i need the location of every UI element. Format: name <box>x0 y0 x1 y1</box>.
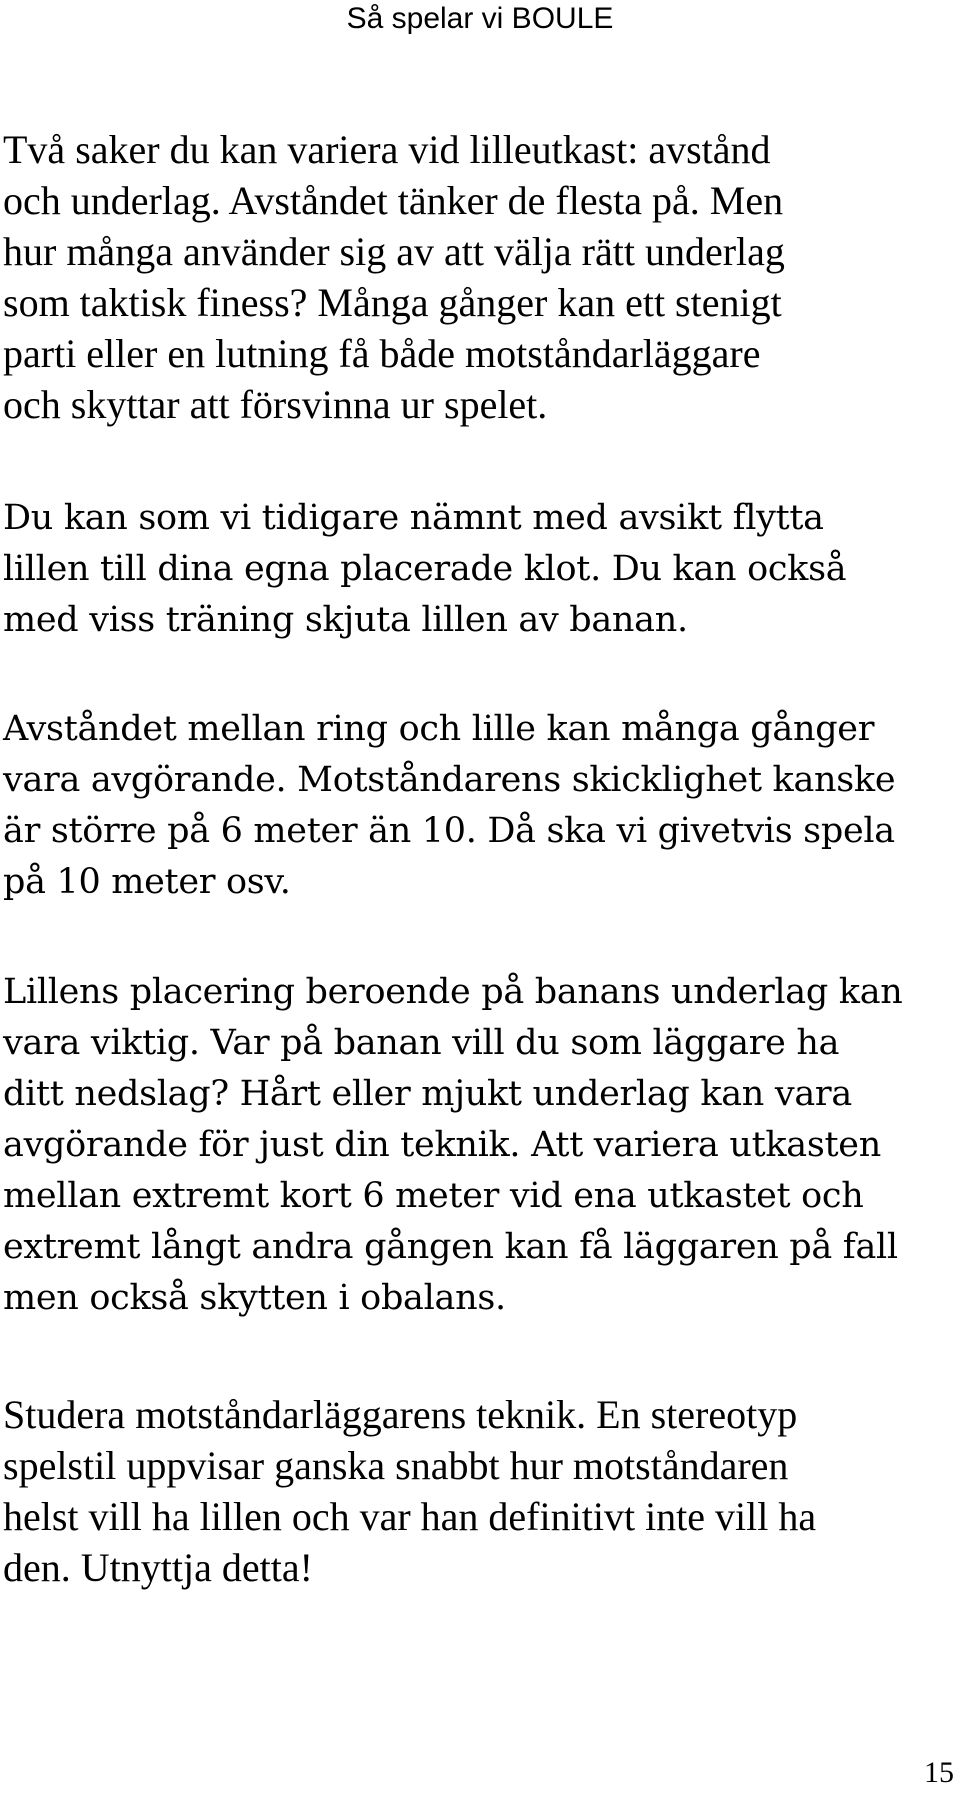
paragraph-avstand <box>3 704 953 908</box>
paragraph-line: Avståndet mellan ring och lille kan många gånger <box>3 709 875 749</box>
paragraph-line: Studera motståndarläggarens teknik. En stereotyp <box>3 1392 798 1437</box>
paragraph-line: Två saker du kan variera vid lilleutkast: avstånd <box>3 127 771 172</box>
paragraph-line: och skyttar att försvinna ur spelet. <box>3 382 548 427</box>
paragraph-line: på 10 meter osv. <box>3 862 291 902</box>
paragraph-line: som taktisk finess? Många gånger kan ett stenigt <box>3 280 782 325</box>
page-number: 15 <box>924 1756 954 1789</box>
paragraph-flytta-lillen <box>3 493 953 646</box>
paragraph-line: parti eller en lutning få både motståndarläggare <box>3 331 761 376</box>
paragraph-line: extremt långt andra gången kan få läggaren på fall <box>3 1227 898 1267</box>
paragraph-line: vara avgörande. Motståndarens skicklighet kanske <box>3 760 896 800</box>
paragraph-line: och underlag. Avståndet tänker de flesta på. Men <box>3 178 784 223</box>
paragraph-line: mellan extremt kort 6 meter vid ena utkastet och <box>3 1176 864 1216</box>
paragraph-line: med viss träning skjuta lillen av banan. <box>3 600 688 640</box>
paragraph-line: är större på 6 meter än 10. Då ska vi givetvis spela <box>3 811 895 851</box>
paragraph-line: avgörande för just din teknik. Att variera utkasten <box>3 1125 881 1165</box>
paragraph-line: ditt nedslag? Hårt eller mjukt underlag kan vara <box>3 1074 852 1114</box>
paragraph-line: Du kan som vi tidigare nämnt med avsikt flytta <box>3 498 824 538</box>
page-header-title: Så spelar vi BOULE <box>346 2 614 35</box>
paragraph-line: helst vill ha lillen och var han definitivt inte vill ha <box>3 1494 817 1539</box>
paragraph-line: lillen till dina egna placerade klot. Du kan också <box>3 549 847 589</box>
paragraph-lilleutkast <box>3 124 953 430</box>
paragraph-studera-teknik <box>3 1389 953 1593</box>
paragraph-underlag <box>3 967 953 1324</box>
paragraph-line: den. Utnyttja detta! <box>3 1545 313 1590</box>
paragraph-line: Lillens placering beroende på banans underlag kan <box>3 972 903 1012</box>
paragraph-line: spelstil uppvisar ganska snabbt hur motståndaren <box>3 1443 789 1488</box>
paragraph-line: vara viktig. Var på banan vill du som läggare ha <box>3 1023 840 1063</box>
paragraph-line: hur många använder sig av att välja rätt underlag <box>3 229 785 274</box>
paragraph-line: men också skytten i obalans. <box>3 1278 506 1318</box>
